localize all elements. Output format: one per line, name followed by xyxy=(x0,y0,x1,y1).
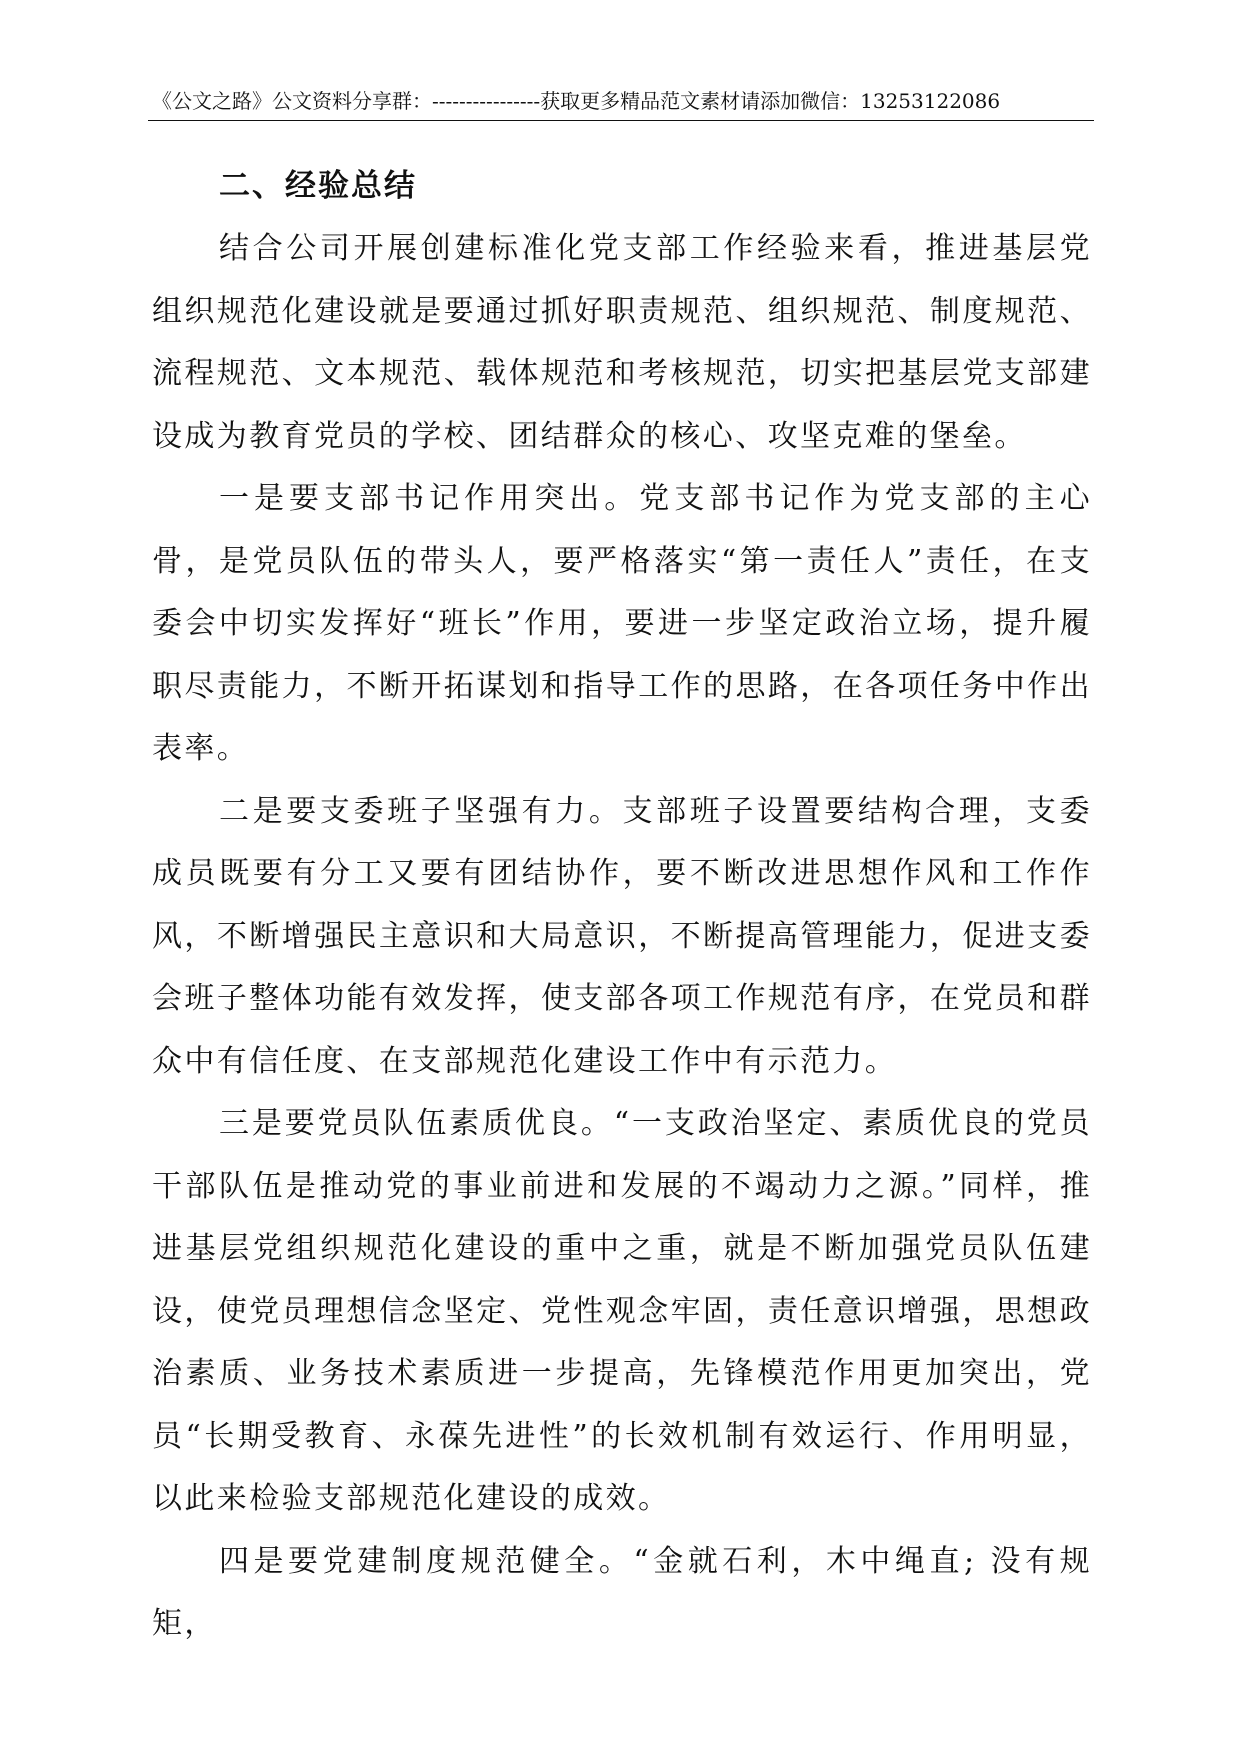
section-heading: 二、经验总结 xyxy=(219,168,417,204)
paragraph-intro: 结合公司开展创建标准化党支部工作经验来看，推进基层党组织规范化建设就是要通过抓好职责规范、组织规范、制度规范、流程规范、文本规范、载体规范和考核规范，切实把基层党支部建设成为教育党员的学校、团结群众的核心、攻坚克难的堡垒。 xyxy=(152,231,1092,454)
running-header: 《公文之路》公文资料分享群：----------------获取更多精品范文素材请添加微信：13253122086 xyxy=(152,89,1001,113)
paragraph-point-4: 四是要党建制度规范健全。“金就石利，木中绳直; 没有规矩， xyxy=(152,1543,1092,1641)
header-divider xyxy=(148,120,1094,121)
paragraph-point-2: 二是要支委班子坚强有力。支部班子设置要结构合理，支委成员既要有分工又要有团结协作，要不断改进思想作风和工作作风，不断增强民主意识和大局意识，不断提高管理能力，促进支委会班子整体功能有效发挥，使支部各项工作规范有序，在党员和群众中有信任度、在支部规范化建设工作中有示范力。 xyxy=(152,793,1092,1079)
paragraph-point-3: 三是要党员队伍素质优良。“一支政治坚定、素质优良的党员干部队伍是推动党的事业前进和发展的不竭动力之源。”同样，推进基层党组织规范化建设的重中之重，就是不断加强党员队伍建设，使党员理想信念坚定、党性观念牢固，责任意识增强，思想政治素质、业务技术素质进一步提高，先锋模范作用更加突出，党员“长期受教育、永葆先进性”的长效机制有效运行、作用明显，以此来检验支部规范化建设的成效。 xyxy=(152,1106,1092,1516)
paragraph-point-1: 一是要支部书记作用突出。党支部书记作为党支部的主心骨，是党员队伍的带头人，要严格落实“第一责任人”责任，在支委会中切实发挥好“班长”作用，要进一步坚定政治立场，提升履职尽责能力，不断开拓谋划和指导工作的思路，在各项任务中作出表率。 xyxy=(152,481,1092,766)
document-body xyxy=(152,154,1092,1656)
